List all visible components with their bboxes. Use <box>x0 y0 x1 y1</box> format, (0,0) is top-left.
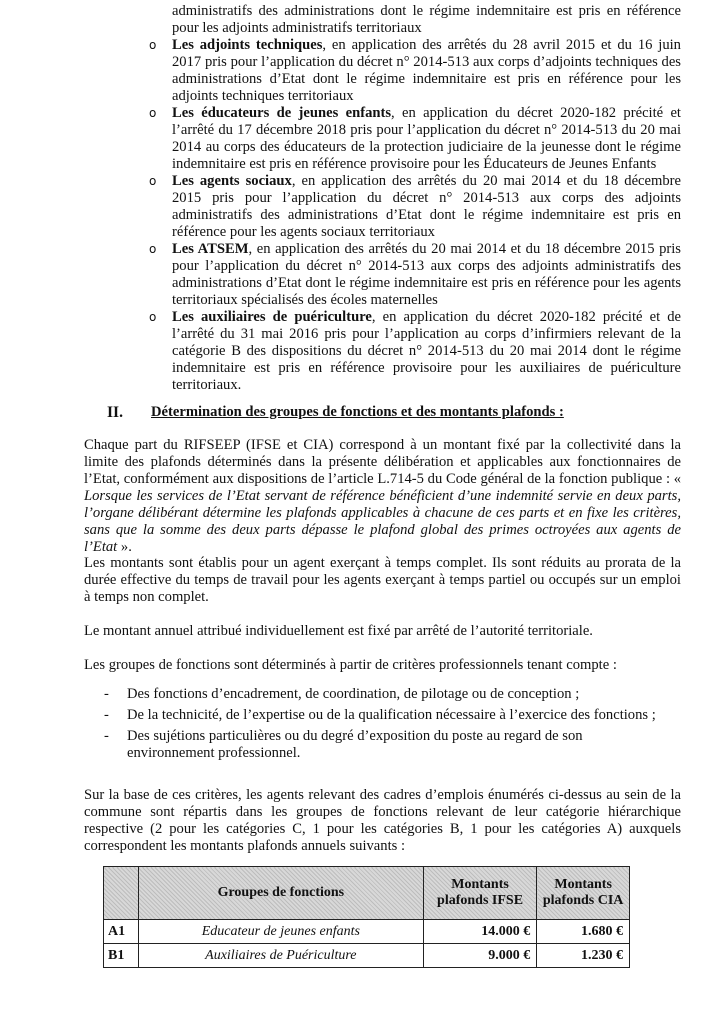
bullet-marker: o <box>149 38 157 52</box>
bullet-item: o Les éducateurs de jeunes enfants, en application du décret 2020-182 précité et l’arrêté du 17 décembre 2018 pris pour l’application du décret n° 2014-513 du 20 mai 2014 au corps des éducateurs de la protection judiciaire de la jeunesse dont le régime indemnitaire est pris en référence provisoire pour les Éducateurs de Jeunes Enfants <box>149 105 681 172</box>
row-cia: 1.680 € <box>537 920 630 944</box>
row-ifse: 14.000 € <box>423 920 536 944</box>
montants-table <box>103 866 630 968</box>
criteria-item: - Des fonctions d’encadrement, de coordination, de pilotage ou de conception ; <box>104 686 580 702</box>
bullet-marker: o <box>149 174 157 188</box>
bullet-continuation: administratifs des administrations dont le régime indemnitaire est pris en référence pour les adjoints administratifs territoriaux <box>172 3 681 36</box>
paragraph-prorata: Les montants sont établis pour un agent exerçant à temps complet. Ils sont réduits au prorata de la durée effective du temps de travail pour les agents exerçant à temps partiel ou occupés sur un emploi à temps non complet. <box>84 555 681 605</box>
criteria-item: - Des sujétions particulières ou du degré d’exposition du poste au regard de son environnement professionnel. <box>104 728 583 761</box>
bullet-item: o Les agents sociaux, en application des arrêtés du 20 mai 2014 et du 18 décembre 2015 pris pour l’application du décret n° 2014-513 aux corps des adjoints administratifs des administrations d’Etat dont le régime indemnitaire est pris en référence pour les agents sociaux territoriaux <box>149 173 682 240</box>
bullet-bold-label: Les agents sociaux <box>172 173 292 189</box>
dash-marker: - <box>104 728 109 744</box>
header-code <box>104 867 139 920</box>
bullet-bold-label: Les auxiliaires de puériculture <box>172 309 372 325</box>
dash-marker: - <box>104 686 109 702</box>
row-cia: 1.230 € <box>537 944 630 968</box>
bullet-marker: o <box>149 242 157 256</box>
bullet-list <box>149 3 682 394</box>
paragraph-arrete: Le montant annuel attribué individuellement est fixé par arrêté de l’autorité territoriale. <box>84 623 593 639</box>
dash-marker: - <box>104 707 109 723</box>
row-group: Auxiliaires de Puériculture <box>138 944 423 968</box>
row-code: A1 <box>104 920 139 944</box>
bullet-item: o Les ATSEM, en application des arrêtés du 20 mai 2014 et du 18 décembre 2015 pris pour l’application du décret n° 2014-513 aux corps des adjoints administratifs des administrations d’Etat dont le régime indemnitaire est pris en référence pour les agents territoriaux spécialisés des écoles maternelles <box>149 241 681 308</box>
paragraph-rifseep: Chaque part du RIFSEEP (IFSE et CIA) correspond à un montant fixé par la collectivité dans la limite des plafonds déterminés dans la présente délibération et applicables aux fonctionnaires de l’Etat, conformément aux dispositions de l’article L.714-5 du Code général de la fonction publique : « Lorsque les services de l’Etat servant de référence bénéficient d’une indemnité servie en deux parts, l’organe délibérant détermine les plafonds applicables à chacune de ces parts et en fixe les critères, sans que la somme des deux parts dépasse le plafond global des primes octroyées aux agents de l’Etat ». <box>84 437 681 555</box>
row-group: Educateur de jeunes enfants <box>138 920 423 944</box>
header-groupes: Groupes de fonctions <box>138 867 423 920</box>
bullet-bold-label: Les ATSEM <box>172 241 249 257</box>
bullet-bold-label: Les éducateurs de jeunes enfants <box>172 105 392 121</box>
bullet-item: o Les adjoints techniques, en application des arrêtés du 28 avril 2015 et du 16 juin 2017 pris pour l’application du décret n° 2014-513 aux corps d’adjoints techniques des administrations d’Etat dont le régime indemnitaire est pris en référence pour les adjoints techniques territoriaux <box>149 37 681 104</box>
criteria-list <box>84 686 681 762</box>
bullet-bold-label: Les adjoints techniques <box>172 37 323 53</box>
bullet-item: o Les auxiliaires de puériculture, en application du décret 2020-182 précité et de l’arrêté du 31 mai 2016 pris pour l’application au corps d’infirmiers relevant de la catégorie B des dispositions du décret n° 2014-513 du 20 mai 2014 dont le régime indemnitaire est pris en référence provisoire pour les auxiliaires de puériculture territoriaux. <box>149 309 681 393</box>
section-number: II. <box>107 404 123 421</box>
section-title: Détermination des groupes de fonctions et des montants plafonds : <box>151 404 564 420</box>
legal-quote: Lorsque les services de l’Etat servant de référence bénéficient d’une indemnité servie en deux parts, l’organe délibérant détermine les plafonds applicables à chacune de ces parts et en fixe les critères, sans que la somme des deux parts dépasse le plafond global des primes octroyées aux agents de l’Etat <box>84 488 681 555</box>
header-ifse: Montants plafonds IFSE <box>423 867 536 920</box>
paragraph-repartition: Sur la base de ces critères, les agents relevant des cadres d’emplois énumérés ci-dessus au sein de la commune sont répartis dans les groupes de fonctions relevant de leur catégorie hiérarchique respective (2 pour les catégories C, 1 pour les catégories B, 1 pour les catégories A) auxquels correspondent les montants plafonds annuels suivants : <box>84 787 681 854</box>
bullet-marker: o <box>149 106 157 120</box>
paragraph-criteria-intro: Les groupes de fonctions sont déterminés à partir de critères professionnels tenant compte : <box>84 657 617 673</box>
table-row <box>104 920 630 944</box>
criteria-item: - De la technicité, de l’expertise ou de la qualification nécessaire à l’exercice des fonctions ; <box>104 707 656 723</box>
row-code: B1 <box>104 944 139 968</box>
table-row <box>104 944 630 968</box>
row-ifse: 9.000 € <box>423 944 536 968</box>
bullet-marker: o <box>149 310 157 324</box>
header-cia: Montants plafonds CIA <box>537 867 630 920</box>
table-header-row <box>104 867 630 920</box>
